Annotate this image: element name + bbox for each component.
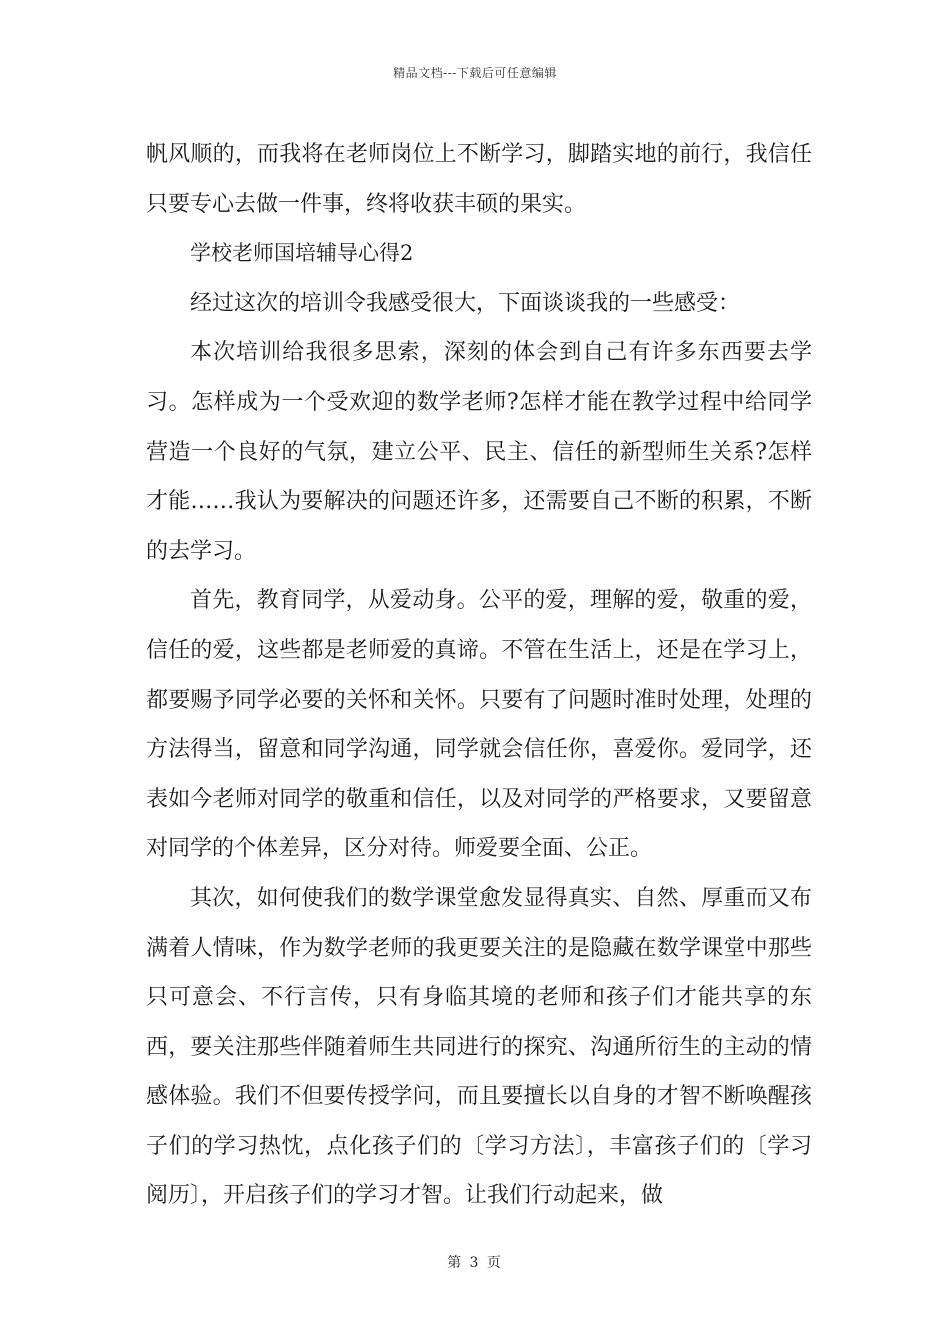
- paragraph-intro: 经过这次的培训令我感受很大，下面谈谈我的一些感受：: [190, 290, 741, 316]
- page-number: 第 3 页: [447, 1255, 503, 1271]
- paragraph-reflection: 本次培训给我很多思索，深刻的体会到自己有许多东西要去学习。怎样成为一个受欢迎的数学老师?怎样才能在教学过程中给同学营造一个良好的气氛，建立公平、民主、信任的新型师生关系?怎样才能……我认为要解决的问题还许多，还需要自己不断的积累，不断的去学习。: [146, 340, 812, 564]
- document-body: [146, 130, 812, 1221]
- paragraph-second-point: 其次，如何使我们的数学课堂愈发显得真实、自然、厚重而又布满着人情味，作为数学老师的我更要关注的是隐藏在数学课堂中那些只可意会、不行言传，只有身临其境的老师和孩子们才能共享的东西，要关注那些伴随着师生共同进行的探究、沟通所衍生的主动的情感体验。我们不但要传授学问，而且要擅长以自身的才智不断唤醒孩子们的学习热忱，点化孩子们的〔学习方法〕，丰富孩子们的〔学习阅历〕，开启孩子们的学习才智。让我们行动起来，做: [146, 885, 812, 1209]
- page-header: 精品文档---下载后可任意编辑: [393, 66, 557, 80]
- section-heading: 学校老师国培辅导心得2: [190, 241, 414, 266]
- paragraph-continuation: 帆风顺的，而我将在老师岗位上不断学习，脚踏实地的前行，我信任只要专心去做一件事，终将收获丰硕的果实。: [146, 142, 812, 217]
- paragraph-first-point: 首先，教育同学，从爱动身。公平的爱，理解的爱，敬重的爱，信任的爱，这些都是老师爱的真谛。不管在生活上，还是在学习上，都要赐予同学必要的关怀和关怀。只要有了问题时准时处理，处理的方法得当，留意和同学沟通，同学就会信任你，喜爱你。爱同学，还表如今老师对同学的敬重和信任，以及对同学的严格要求，又要留意对同学的个体差异，区分对待。师爱要全面、公正。: [146, 588, 812, 862]
